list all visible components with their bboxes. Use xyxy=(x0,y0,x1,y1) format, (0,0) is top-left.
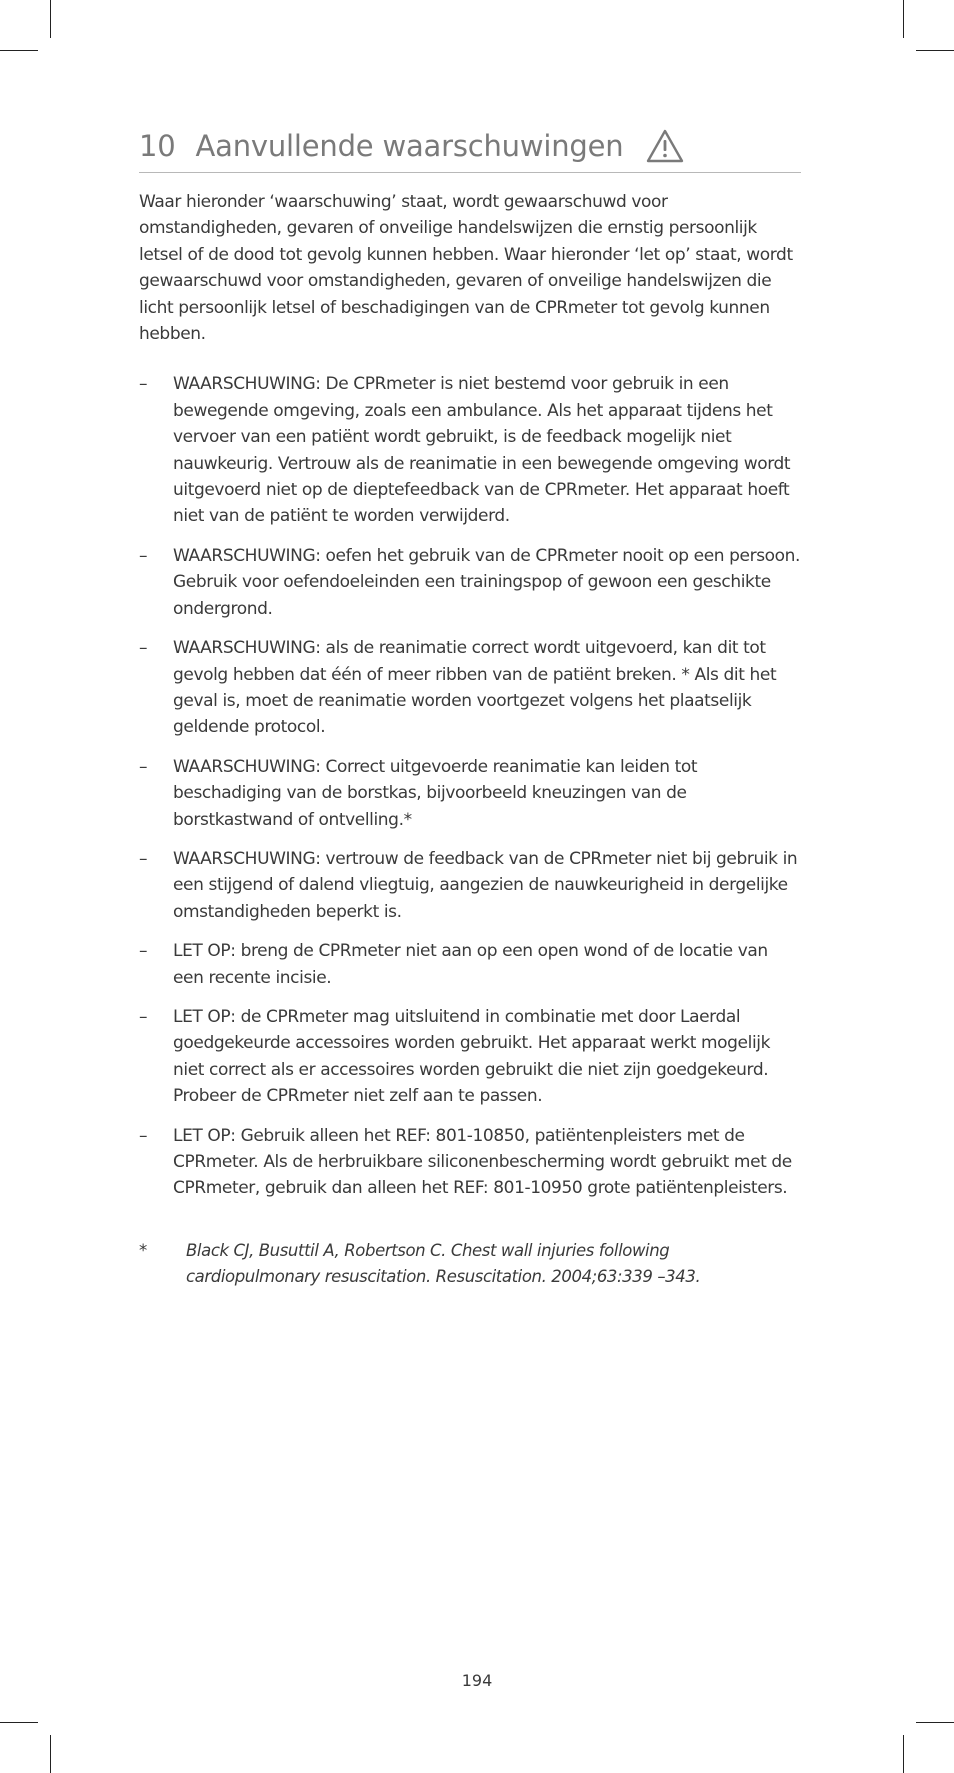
crop-mark xyxy=(0,50,38,51)
list-item-text: LET OP: breng de CPRmeter niet aan op een open wond of de locatie van een recente incisie. xyxy=(173,941,768,988)
list-dash: – xyxy=(139,756,148,777)
intro-paragraph: Waar hieronder ‘waarschuwing’ staat, wordt gewaarschuwd voor omstandigheden, gevaren of onveilige handelswijzen die ernstig persoonlijk letsel of de dood tot gevolg kunnen hebben. Waar hieronder ‘let op’ staat, wordt gewaarschuwd voor omstandigheden, gevaren of onveilige handelswijzen die licht persoonlijk letsel of beschadigingen van de CPRmeter tot gevolg kunnen hebben. xyxy=(139,192,793,345)
crop-mark xyxy=(50,0,51,38)
footnote-text: Black CJ, Busuttil A, Robertson C. Chest wall injuries following cardiopulmonary resuscitation. Resuscitation. 2004;63:339 –343. xyxy=(186,1240,701,1286)
list-dash: – xyxy=(139,1006,148,1027)
crop-mark xyxy=(903,0,904,38)
list-item xyxy=(139,754,801,833)
warning-triangle-icon xyxy=(645,128,685,164)
crop-mark xyxy=(916,1722,954,1723)
list-item xyxy=(139,846,801,925)
list-item-text: LET OP: de CPRmeter mag uitsluitend in combinatie met door Laerdal goedgekeurde accessoires worden gebruikt. Het apparaat werkt mogelijk niet correct als er accessoires worden gebruikt die niet zijn goedgekeurd. Probeer de CPRmeter niet zelf aan te passen. xyxy=(173,1006,771,1107)
page-content xyxy=(139,128,801,1290)
list-dash: – xyxy=(139,374,148,395)
crop-mark xyxy=(903,1735,904,1773)
list-item-text: WAARSCHUWING: De CPRmeter is niet bestemd voor gebruik in een bewegende omgeving, zoals een ambulance. Als het apparaat tijdens het vervoer van een patiënt wordt gebruikt, is de feedback mogelijk niet nauwkeurig. Vertrouw als de reanimatie in een bewegende omgeving wordt uitgevoerd niet op de dieptefeedback van de CPRmeter. Het apparaat hoeft niet van de patiënt te worden verwijderd. xyxy=(173,374,791,527)
section-title: Aanvullende waarschuwingen xyxy=(195,129,624,163)
crop-mark xyxy=(50,1735,51,1773)
warning-list xyxy=(139,371,801,1201)
list-item xyxy=(139,938,801,991)
list-item xyxy=(139,371,801,529)
list-item-text: WAARSCHUWING: oefen het gebruik van de CPRmeter nooit op een persoon. Gebruik voor oefendoeleinden een trainingspop of gewoon een geschikte ondergrond. xyxy=(173,545,801,619)
crop-mark xyxy=(0,1722,38,1723)
footnote xyxy=(139,1238,801,1290)
section-heading xyxy=(139,128,801,173)
list-item xyxy=(139,1123,801,1202)
list-item-text: LET OP: Gebruik alleen het REF: 801-10850, patiëntenpleisters met de CPRmeter. Als de herbruikbare siliconenbescherming wordt gebruikt met de CPRmeter, gebruik dan alleen het REF: 801-10950 grote patiëntenpleisters. xyxy=(173,1125,792,1199)
list-item-text: WAARSCHUWING: Correct uitgevoerde reanimatie kan leiden tot beschadiging van de borstkas, bijvoorbeeld kneuzingen van de borstkastwand of ontvelling.* xyxy=(173,756,698,830)
list-item-text: WAARSCHUWING: vertrouw de feedback van de CPRmeter niet bij gebruik in een stijgend of dalend vliegtuig, aangezien de nauwkeurigheid in dergelijke omstandigheden beperkt is. xyxy=(173,848,798,922)
list-item-text: WAARSCHUWING: als de reanimatie correct wordt uitgevoerd, kan dit tot gevolg hebben dat één of meer ribben van de patiënt breken. * Als dit het geval is, moet de reanimatie worden voortgezet volgens het plaatselijk geldende protocol. xyxy=(173,638,777,738)
list-item xyxy=(139,635,801,741)
page-number: 194 xyxy=(461,1671,493,1690)
list-dash: – xyxy=(139,545,148,566)
list-item xyxy=(139,543,801,622)
list-dash: – xyxy=(139,941,148,962)
list-dash: – xyxy=(139,1125,148,1146)
footnote-marker: * xyxy=(139,1240,147,1260)
list-dash: – xyxy=(139,638,148,659)
crop-mark xyxy=(916,50,954,51)
list-dash: – xyxy=(139,848,148,869)
list-item xyxy=(139,1004,801,1110)
section-number: 10 xyxy=(139,129,176,163)
